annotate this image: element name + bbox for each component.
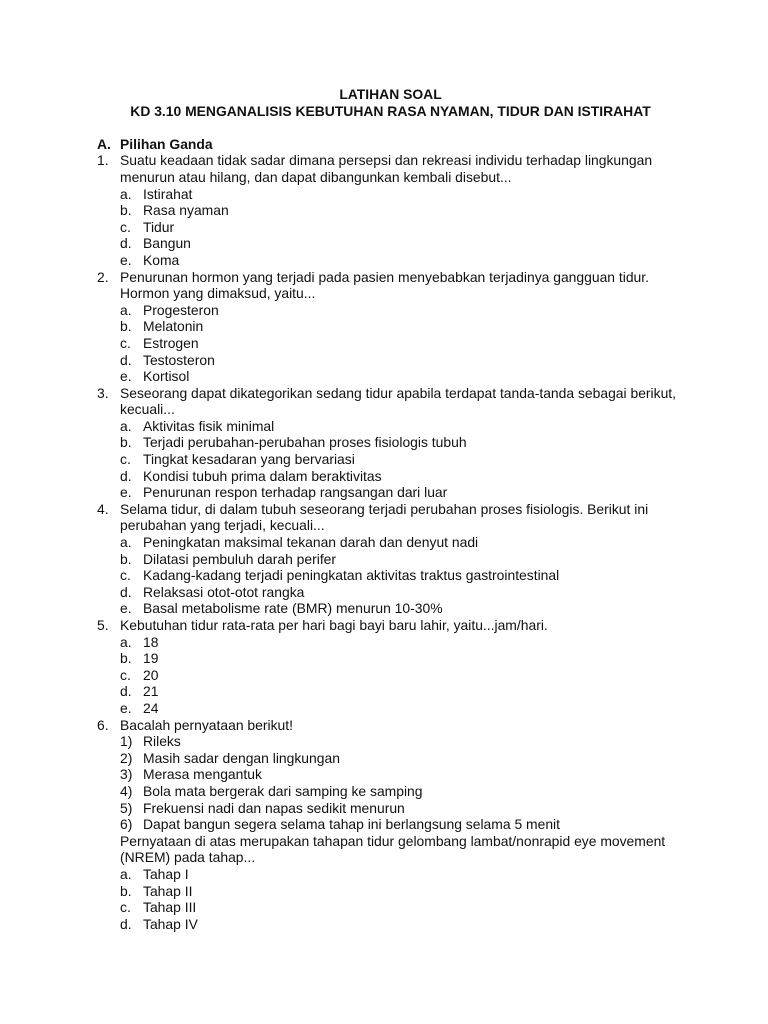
statement-item-text: Bola mata bergerak dari samping ke samping bbox=[143, 782, 423, 799]
answer-option-text: Tahap II bbox=[143, 882, 193, 899]
answer-option bbox=[120, 700, 688, 717]
answer-option-label: c. bbox=[120, 666, 131, 683]
question-text: Seseorang dapat dikategorikan sedang tidur apabila terdapat tanda-tanda sebagai berikut, kecuali... bbox=[120, 384, 677, 418]
answer-option-text: Bangun bbox=[143, 235, 191, 252]
answer-option-label: e. bbox=[120, 368, 132, 385]
question-item bbox=[97, 501, 688, 617]
document-title: LATIHAN SOAL bbox=[339, 86, 442, 102]
answer-option-text: Tidur bbox=[143, 218, 175, 235]
answer-option bbox=[120, 634, 688, 651]
answer-option-label: d. bbox=[120, 583, 132, 600]
answer-option bbox=[120, 252, 688, 269]
question-body bbox=[120, 269, 688, 385]
answer-option-label: c. bbox=[120, 334, 131, 351]
question-body bbox=[120, 717, 688, 933]
answer-option-text: Dilatasi pembuluh darah perifer bbox=[143, 550, 337, 567]
question-number: 6. bbox=[97, 716, 109, 733]
statement-item-label: 6) bbox=[120, 816, 133, 833]
statement-item bbox=[120, 783, 688, 800]
answer-option-label: a. bbox=[120, 633, 132, 650]
answer-option-label: d. bbox=[120, 683, 132, 700]
answer-option bbox=[120, 235, 688, 252]
statement-item-label: 3) bbox=[120, 766, 133, 783]
statement-item bbox=[120, 800, 688, 817]
question-item bbox=[97, 717, 688, 933]
answer-option-text: Estrogen bbox=[143, 334, 199, 351]
answer-option-label: a. bbox=[120, 185, 132, 202]
answer-option bbox=[120, 866, 688, 883]
question-item bbox=[97, 269, 688, 385]
answer-option-label: e. bbox=[120, 251, 132, 268]
answer-option-text: Basal metabolisme rate (BMR) menurun 10-30% bbox=[143, 600, 443, 617]
answer-option-label: b. bbox=[120, 650, 132, 667]
statement-item bbox=[120, 733, 688, 750]
question-number: 4. bbox=[97, 500, 109, 517]
answer-option-label: e. bbox=[120, 600, 132, 617]
answer-option-text: 18 bbox=[143, 633, 159, 650]
answer-option-text: Progesteron bbox=[143, 301, 219, 318]
question-number: 1. bbox=[97, 152, 109, 169]
answer-option bbox=[120, 318, 688, 335]
answer-option bbox=[120, 484, 688, 501]
answer-option-label: c. bbox=[120, 567, 131, 584]
question-body bbox=[120, 385, 688, 501]
question-item bbox=[97, 152, 688, 268]
answer-option-text: 24 bbox=[143, 699, 159, 716]
statement-item bbox=[120, 750, 688, 767]
answer-option-label: b. bbox=[120, 882, 132, 899]
statement-item-text: Frekuensi nadi dan napas sedikit menurun bbox=[143, 799, 405, 816]
answer-option bbox=[120, 186, 688, 203]
answer-option bbox=[120, 418, 688, 435]
answer-option bbox=[120, 667, 688, 684]
statement-item-text: Masih sadar dengan lingkungan bbox=[143, 749, 340, 766]
answer-option bbox=[120, 600, 688, 617]
question-body bbox=[120, 152, 688, 268]
statement-item-label: 2) bbox=[120, 749, 133, 766]
answer-option-text: Istirahat bbox=[143, 185, 193, 202]
answer-option-label: d. bbox=[120, 467, 132, 484]
answer-option bbox=[120, 302, 688, 319]
answer-option bbox=[120, 451, 688, 468]
answer-option-text: Melatonin bbox=[143, 318, 204, 335]
answer-option-label: c. bbox=[120, 218, 131, 235]
answer-option-text: Tahap I bbox=[143, 865, 189, 882]
answer-option-text: 20 bbox=[143, 666, 159, 683]
answer-option bbox=[120, 434, 688, 451]
question-list bbox=[97, 152, 688, 932]
answer-option-text: 19 bbox=[143, 650, 159, 667]
answer-option-text: Tahap III bbox=[143, 899, 197, 916]
answer-option-text: Kondisi tubuh prima dalam beraktivitas bbox=[143, 467, 382, 484]
question-followup: Pernyataan di atas merupakan tahapan tidur gelombang lambat/nonrapid eye movement (NREM) pada tahap... bbox=[120, 832, 666, 866]
answer-option-text: Kadang-kadang terjadi peningkatan aktivitas traktus gastrointestinal bbox=[143, 567, 560, 584]
answer-option-text: Tahap IV bbox=[143, 915, 198, 932]
statement-item-label: 1) bbox=[120, 733, 133, 750]
question-body bbox=[120, 617, 688, 717]
answer-option-label: d. bbox=[120, 915, 132, 932]
answer-option-text: Relaksasi otot-otot rangka bbox=[143, 583, 305, 600]
question-number: 2. bbox=[97, 268, 109, 285]
answer-option-label: a. bbox=[120, 865, 132, 882]
answer-option bbox=[120, 534, 688, 551]
question-number: 5. bbox=[97, 617, 109, 633]
statement-item-text: Dapat bangun segera selama tahap ini berlangsung selama 5 menit bbox=[143, 816, 560, 833]
question-text: Bacalah pernyataan berikut! bbox=[120, 716, 293, 733]
section-label: A. bbox=[97, 135, 111, 152]
spacer bbox=[97, 119, 688, 136]
answer-option bbox=[120, 683, 688, 700]
answer-option-label: a. bbox=[120, 301, 132, 318]
answer-option-text: Koma bbox=[143, 251, 180, 268]
answer-option bbox=[120, 335, 688, 352]
answer-option bbox=[120, 551, 688, 568]
section-title: Pilihan Ganda bbox=[120, 135, 213, 152]
answer-option-label: b. bbox=[120, 550, 132, 567]
answer-option-text: Rasa nyaman bbox=[143, 202, 229, 219]
question-text: Penurunan hormon yang terjadi pada pasien menyebabkan terjadinya gangguan tidur. Hormon yang dimaksud, yaitu... bbox=[120, 268, 649, 302]
answer-option-label: c. bbox=[120, 899, 131, 916]
statement-item-label: 4) bbox=[120, 782, 133, 799]
answer-option bbox=[120, 916, 688, 933]
question-item bbox=[97, 617, 688, 717]
answer-option-text: Testosteron bbox=[143, 351, 215, 368]
answer-option bbox=[120, 584, 688, 601]
answer-option-label: a. bbox=[120, 417, 132, 434]
question-text: Kebutuhan tidur rata-rata per hari bagi bayi baru lahir, yaitu...jam/hari. bbox=[120, 617, 548, 633]
document-subtitle: KD 3.10 MENGANALISIS KEBUTUHAN RASA NYAMAN, TIDUR DAN ISTIRAHAT bbox=[130, 102, 651, 119]
answer-option bbox=[120, 368, 688, 385]
statement-item bbox=[120, 766, 688, 783]
answer-option bbox=[120, 650, 688, 667]
answer-option-label: b. bbox=[120, 434, 132, 451]
statement-item-text: Rileks bbox=[143, 733, 181, 750]
answer-option bbox=[120, 883, 688, 900]
answer-option-label: c. bbox=[120, 451, 131, 468]
answer-option bbox=[120, 468, 688, 485]
answer-option bbox=[120, 567, 688, 584]
answer-option-text: Kortisol bbox=[143, 368, 190, 385]
answer-option-label: b. bbox=[120, 318, 132, 335]
question-text: Selama tidur, di dalam tubuh seseorang terjadi perubahan proses fisiologis. Berikut ini perubahan yang terjadi, kecuali... bbox=[120, 500, 649, 534]
answer-option-text: Terjadi perubahan-perubahan proses fisiologis tubuh bbox=[143, 434, 467, 451]
question-body bbox=[120, 501, 688, 617]
statement-item bbox=[120, 816, 688, 833]
section-heading bbox=[97, 136, 688, 153]
answer-option-text: Penurunan respon terhadap rangsangan dari luar bbox=[143, 484, 448, 501]
answer-option-label: a. bbox=[120, 534, 132, 551]
answer-option-label: e. bbox=[120, 484, 132, 501]
answer-option-text: Aktivitas fisik minimal bbox=[143, 417, 275, 434]
answer-option-text: 21 bbox=[143, 683, 159, 700]
answer-option bbox=[120, 352, 688, 369]
statement-item-label: 5) bbox=[120, 799, 133, 816]
answer-option-label: d. bbox=[120, 351, 132, 368]
answer-option-text: Tingkat kesadaran yang bervariasi bbox=[143, 451, 355, 468]
answer-option bbox=[120, 899, 688, 916]
answer-option bbox=[120, 219, 688, 236]
question-number: 3. bbox=[97, 384, 109, 401]
answer-option-label: d. bbox=[120, 235, 132, 252]
answer-option-text: Peningkatan maksimal tekanan darah dan denyut nadi bbox=[143, 534, 479, 551]
question-item bbox=[97, 385, 688, 501]
answer-option-label: e. bbox=[120, 699, 132, 716]
question-text: Suatu keadaan tidak sadar dimana persepsi dan rekreasi individu terhadap lingkungan menurun atau hilang, dan dapat dibangunkan kembali disebut... bbox=[120, 152, 653, 185]
answer-option-label: b. bbox=[120, 202, 132, 219]
answer-option bbox=[120, 202, 688, 219]
statement-item-text: Merasa mengantuk bbox=[143, 766, 262, 783]
